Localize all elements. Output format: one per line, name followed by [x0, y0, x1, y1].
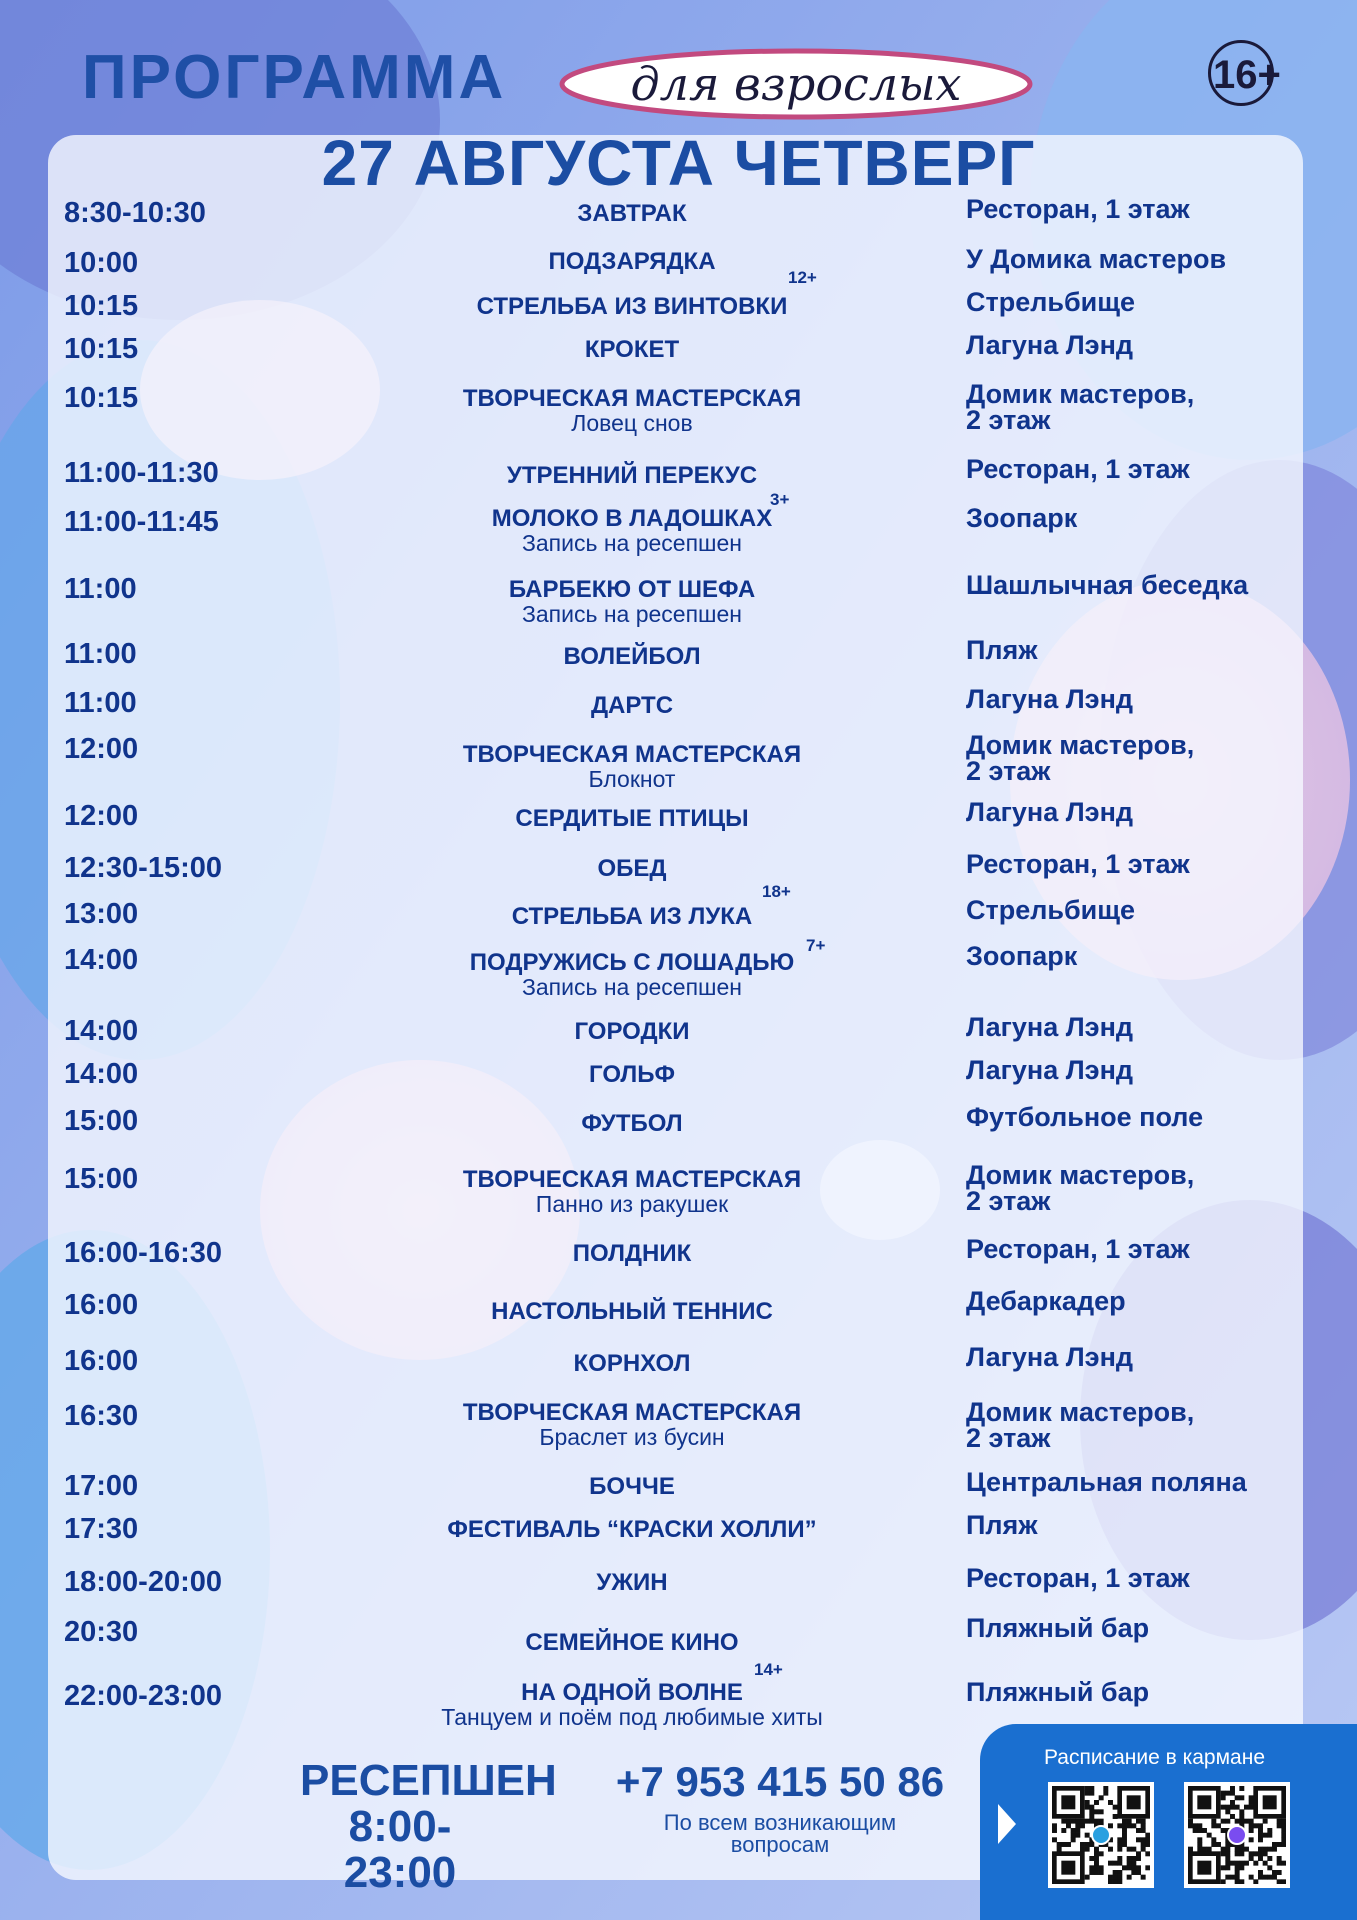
schedule-location: 2 этаж [966, 756, 1051, 786]
age-limit-badge: 7+ [806, 936, 826, 955]
schedule-activity [382, 1111, 882, 1137]
schedule-location: 2 этаж [966, 1186, 1051, 1216]
schedule-location: Пляж [966, 1510, 1038, 1540]
schedule-location: Зоопарк [966, 503, 1078, 533]
schedule-location: Дебаркадер [966, 1286, 1126, 1316]
age-limit-badge: 12+ [788, 268, 817, 287]
messenger-qr-code-icon[interactable] [1184, 1782, 1290, 1888]
phone-note [590, 1812, 970, 1856]
schedule-time: 16:00 [64, 1345, 139, 1377]
activity-title: ГОЛЬФ [589, 1061, 675, 1088]
subtitle-badge [556, 44, 1036, 124]
phone-note-line: вопросам [730, 1832, 830, 1857]
schedule-location: Лагуна Лэнд [966, 797, 1134, 827]
activity-title: ПОЛДНИК [572, 1240, 692, 1267]
schedule-time: 15:00 [64, 1163, 139, 1195]
schedule-time: 10:00 [64, 247, 139, 279]
schedule-location: Ресторан, 1 этаж [966, 1234, 1190, 1264]
reception-block [300, 1756, 557, 1897]
activity-note: Браслет из бусин [539, 1424, 725, 1450]
age-rating-badge [1208, 40, 1281, 106]
schedule-location: 2 этаж [966, 405, 1051, 435]
schedule-activity [382, 1351, 882, 1377]
schedule-activity [382, 856, 882, 882]
date-title: 27 АВГУСТА ЧЕТВЕРГ [321, 127, 1036, 199]
activity-title: ОБЕД [597, 855, 667, 882]
schedule-time: 11:00-11:45 [64, 506, 219, 538]
schedule-activity [382, 386, 882, 434]
activity-title: УЖИН [596, 1569, 668, 1596]
activity-title: ТВОРЧЕСКАЯ МАСТЕРСКАЯ [462, 1166, 802, 1193]
reception-label: РЕСЕПШЕН [300, 1756, 557, 1805]
activity-title: ПОДРУЖИСЬ С ЛОШАДЬЮ [469, 949, 795, 976]
schedule-location: Домик мастеров, [966, 1160, 1195, 1190]
schedule-location: Футбольное поле [966, 1102, 1204, 1132]
schedule-activity [382, 1680, 882, 1728]
schedule-activity [382, 1167, 882, 1215]
activity-note: Запись на ресепшен [521, 974, 743, 1000]
qr-caption: Расписание в кармане [1044, 1746, 1266, 1769]
activity-title: СЕМЕЙНОЕ КИНО [525, 1629, 739, 1656]
schedule-location: Зоопарк [966, 941, 1078, 971]
schedule-activity [382, 950, 882, 998]
schedule-time: 11:00 [64, 573, 137, 605]
activity-title: БАРБЕКЮ ОТ ШЕФА [508, 576, 756, 603]
schedule-time: 22:00-23:00 [64, 1680, 222, 1712]
schedule-location: Лагуна Лэнд [966, 684, 1134, 714]
play-arrow-icon [998, 1804, 1016, 1844]
schedule-time: 15:00 [64, 1105, 139, 1137]
schedule-time: 12:00 [64, 800, 139, 832]
schedule-location: Лагуна Лэнд [966, 1055, 1134, 1085]
schedule-activity [382, 294, 882, 320]
activity-title: КОРНХОЛ [573, 1350, 691, 1377]
schedule-activity [382, 1019, 882, 1045]
schedule-activity [382, 904, 882, 930]
activity-title: ГОРОДКИ [574, 1018, 690, 1045]
activity-title: ПОДЗАРЯДКА [548, 248, 716, 275]
schedule-time: 8:30-10:30 [64, 197, 206, 229]
schedule-location: Стрельбище [966, 895, 1136, 925]
schedule-time: 14:00 [64, 944, 139, 976]
schedule-location: 2 этаж [966, 1423, 1051, 1453]
activity-note: Запись на ресепшен [521, 601, 743, 627]
schedule-activity [382, 742, 882, 790]
activity-title: ФУТБОЛ [581, 1110, 683, 1137]
schedule-location: Ресторан, 1 этаж [966, 454, 1190, 484]
schedule-activity [382, 577, 882, 625]
schedule-location: Лагуна Лэнд [966, 1342, 1134, 1372]
schedule-time: 17:00 [64, 1470, 139, 1502]
activity-title: СТРЕЛЬБА ИЗ ЛУКА [511, 903, 753, 930]
schedule-location: Домик мастеров, [966, 1397, 1195, 1427]
age-rating-text: 16+ [1213, 53, 1281, 97]
phone-note-line: По всем возникающим [663, 1810, 897, 1835]
schedule-activity [382, 1400, 882, 1448]
schedule-activity [382, 1517, 882, 1543]
telegram-qr-code-icon[interactable] [1048, 1782, 1154, 1888]
schedule-activity [382, 463, 882, 489]
schedule-time: 10:15 [64, 382, 139, 414]
age-limit-badge: 14+ [754, 1660, 783, 1679]
activity-title: ФЕСТИВАЛЬ “КРАСКИ ХОЛЛИ” [447, 1516, 817, 1543]
activity-title: ТВОРЧЕСКАЯ МАСТЕРСКАЯ [462, 741, 802, 768]
schedule-activity [382, 806, 882, 832]
schedule-time: 11:00-11:30 [64, 457, 219, 489]
activity-note: Танцуем и поём под любимые хиты [441, 1704, 823, 1730]
schedule-activity [382, 1062, 882, 1088]
schedule-activity [382, 1570, 882, 1596]
schedule-time: 12:30-15:00 [64, 852, 222, 884]
schedule-activity [382, 1474, 882, 1500]
schedule-location: Ресторан, 1 этаж [966, 1563, 1190, 1593]
schedule-location: Домик мастеров, [966, 730, 1195, 760]
schedule-activity [382, 506, 882, 554]
schedule-location: Лагуна Лэнд [966, 1012, 1134, 1042]
activity-title: БОЧЧЕ [589, 1473, 675, 1500]
activity-note: Панно из ракушек [535, 1191, 729, 1217]
program-title: ПРОГРАММА [82, 43, 507, 112]
activity-title: НА ОДНОЙ ВОЛНЕ [521, 1679, 743, 1706]
age-limit-badge: 18+ [762, 882, 791, 901]
activity-title: ЗАВТРАК [577, 200, 687, 227]
schedule-location: Пляжный бар [966, 1677, 1150, 1707]
schedule-activity [382, 1241, 882, 1267]
schedule-time: 16:30 [64, 1400, 139, 1432]
schedule-location: Стрельбище [966, 287, 1136, 317]
schedule-activity [382, 1299, 882, 1325]
activity-title: ТВОРЧЕСКАЯ МАСТЕРСКАЯ [462, 1399, 802, 1426]
activity-note: Блокнот [588, 766, 676, 792]
activity-title: СЕРДИТЫЕ ПТИЦЫ [515, 805, 749, 832]
schedule-location: Домик мастеров, [966, 379, 1195, 409]
subtitle-text: для взрослых [630, 57, 962, 111]
schedule-activity [382, 337, 882, 363]
activity-title: ДАРТС [590, 692, 674, 719]
activity-title: ВОЛЕЙБОЛ [563, 643, 701, 670]
schedule-location: Центральная поляна [966, 1467, 1247, 1497]
schedule-time: 11:00 [64, 687, 137, 719]
schedule-activity [382, 201, 882, 227]
schedule-location: Пляж [966, 635, 1038, 665]
reception-hours: 8:00-23:00 [343, 1802, 457, 1897]
phone-block [590, 1758, 970, 1856]
schedule-time: 12:00 [64, 733, 139, 765]
activity-title: НАСТОЛЬНЫЙ ТЕННИС [491, 1298, 773, 1325]
schedule-activity [382, 1630, 882, 1656]
schedule-time: 20:30 [64, 1616, 139, 1648]
qr-panel [980, 1724, 1357, 1920]
schedule-time: 16:00-16:30 [64, 1237, 222, 1269]
schedule-time: 14:00 [64, 1015, 139, 1047]
age-limit-badge: 3+ [770, 490, 790, 509]
schedule-location: Шашлычная беседка [966, 570, 1249, 600]
activity-title: УТРЕННИЙ ПЕРЕКУС [506, 462, 758, 489]
schedule-location: Лагуна Лэнд [966, 330, 1134, 360]
schedule-time: 13:00 [64, 898, 139, 930]
schedule-time: 18:00-20:00 [64, 1566, 222, 1598]
schedule-time: 11:00 [64, 638, 137, 670]
schedule-location: Ресторан, 1 этаж [966, 849, 1190, 879]
activity-note: Ловец снов [571, 410, 693, 436]
schedule-location: Пляжный бар [966, 1613, 1150, 1643]
activity-title: ТВОРЧЕСКАЯ МАСТЕРСКАЯ [462, 385, 802, 412]
activity-note: Запись на ресепшен [521, 530, 743, 556]
schedule-location: Ресторан, 1 этаж [966, 194, 1190, 224]
schedule-time: 10:15 [64, 290, 139, 322]
schedule-time: 10:15 [64, 333, 139, 365]
phone-number[interactable]: +7 953 415 50 86 [615, 1758, 945, 1805]
schedule-activity [382, 644, 882, 670]
schedule-time: 16:00 [64, 1289, 139, 1321]
schedule-time: 14:00 [64, 1058, 139, 1090]
activity-title: СТРЕЛЬБА ИЗ ВИНТОВКИ [476, 293, 788, 320]
activity-title: МОЛОКО В ЛАДОШКАХ [491, 505, 773, 532]
schedule-location: У Домика мастеров [966, 244, 1227, 274]
schedule-time: 17:30 [64, 1513, 139, 1545]
activity-title: КРОКЕТ [584, 336, 680, 363]
schedule-activity [382, 693, 882, 719]
